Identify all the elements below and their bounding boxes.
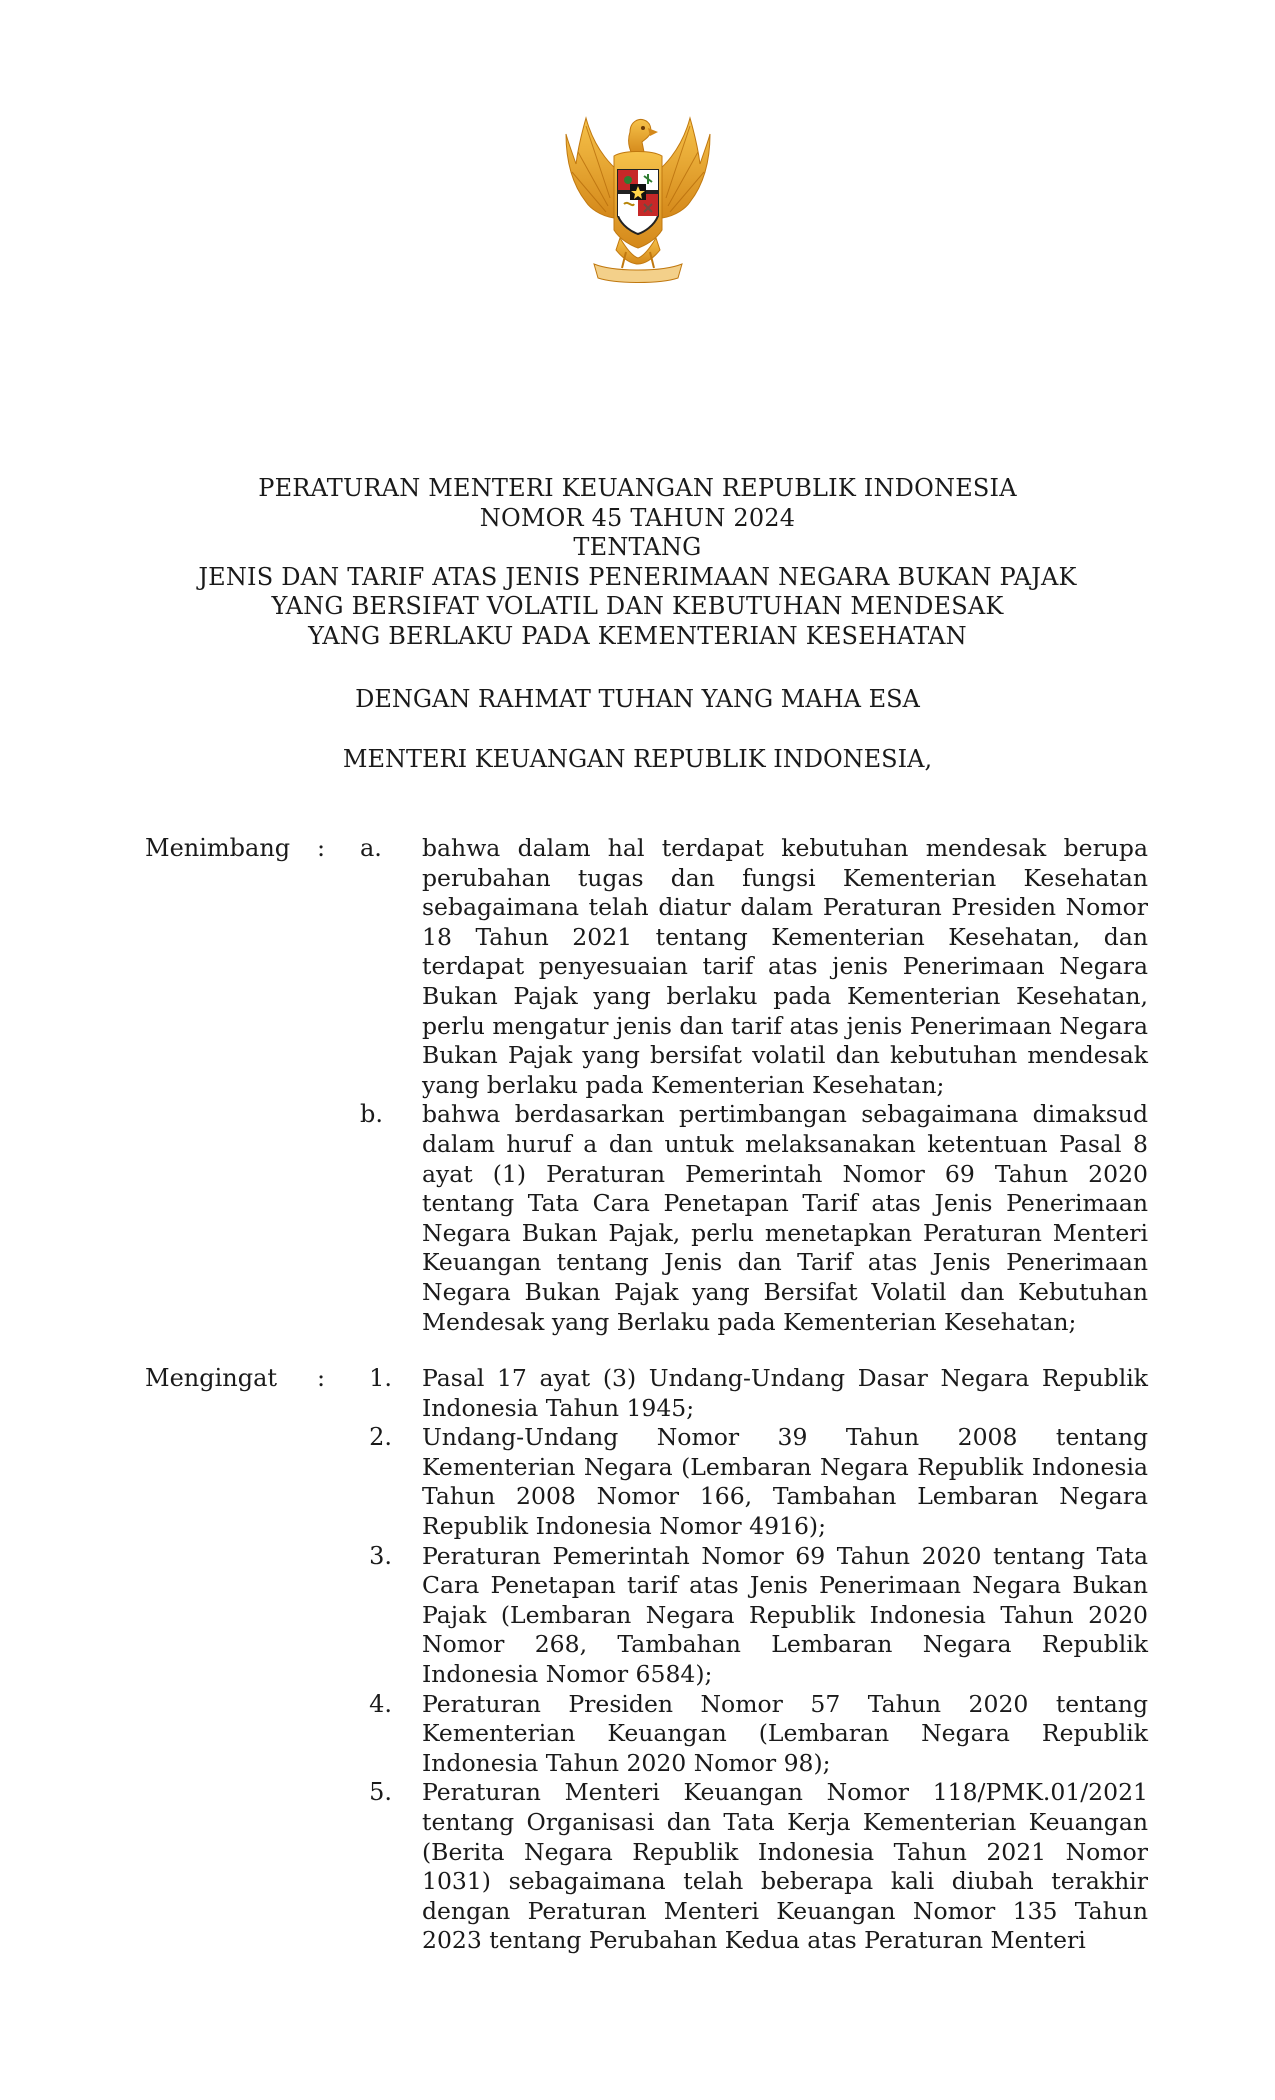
list-item	[0, 1423, 1275, 1541]
list-item	[0, 1778, 1275, 1956]
list-item	[0, 1542, 1275, 1690]
title-line: JENIS DAN TARIF ATAS JENIS PENERIMAAN NEGARA BUKAN PAJAK	[198, 562, 1077, 591]
list-item	[0, 1690, 1275, 1779]
mengingat-section	[0, 1364, 1275, 1956]
menimbang-section	[0, 834, 1275, 1337]
item-marker: 2.	[369, 1423, 392, 1452]
invocation: DENGAN RAHMAT TUHAN YANG MAHA ESA	[355, 685, 920, 713]
list-item	[0, 1364, 1275, 1423]
garuda-emblem	[564, 112, 712, 284]
item-text: Peraturan Pemerintah Nomor 69 Tahun 2020 tentang Tata Cara Penetapan tarif atas Jenis Penerimaan Negara Bukan Pajak (Lembaran Negara Republik Indonesia Tahun 2020 Nomor 268, Tambahan Lembaran Negara Republik Indonesia Nomor 6584);	[422, 1541, 1148, 1688]
title-line: TENTANG	[573, 533, 702, 562]
item-marker: 1.	[369, 1364, 392, 1392]
regulation-title	[0, 474, 1275, 652]
item-text: Pasal 17 ayat (3) Undang-Undang Dasar Negara Republik Indonesia Tahun 1945;	[422, 1364, 1148, 1422]
list-item	[0, 834, 1275, 1100]
item-marker: a.	[360, 834, 382, 862]
section-label: Menimbang	[145, 834, 291, 862]
item-text: bahwa dalam hal terdapat kebutuhan mendesak berupa perubahan tugas dan fungsi Kementerian Kesehatan sebagaimana telah diatur dalam Peraturan Presiden Nomor 18 Tahun 2021 tentang Kementerian Kesehatan, dan terdapat penyesuaian tarif atas jenis Penerimaan Negara Bukan Pajak yang berlaku pada Kementerian Kesehatan, perlu mengatur jenis dan tarif atas jenis Penerimaan Negara Bukan Pajak yang bersifat volatil dan kebutuhan mendesak yang berlaku pada Kementerian Kesehatan;	[422, 834, 1148, 1099]
section-label: Mengingat	[145, 1364, 278, 1392]
item-text: Peraturan Menteri Keuangan Nomor 118/PMK.01/2021 tentang Organisasi dan Tata Kerja Kementerian Keuangan (Berita Negara Republik Indonesia Tahun 2021 Nomor 1031) sebagaimana telah beberapa kali diubah terakhir dengan Peraturan Menteri Keuangan Nomor 135 Tahun 2023 tentang Perubahan Kedua atas Peraturan Menteri	[422, 1778, 1148, 1955]
issuer: MENTERI KEUANGAN REPUBLIK INDONESIA,	[342, 745, 933, 773]
garuda-emblem-icon	[564, 112, 712, 284]
section-colon: :	[317, 834, 326, 862]
title-line: YANG BERSIFAT VOLATIL DAN KEBUTUHAN MENDESAK	[271, 592, 1004, 621]
title-line: YANG BERLAKU PADA KEMENTERIAN KESEHATAN	[308, 621, 967, 650]
title-line: NOMOR 45 TAHUN 2024	[479, 503, 796, 532]
item-marker: 4.	[369, 1689, 392, 1718]
section-colon: :	[317, 1364, 326, 1392]
item-marker: 5.	[369, 1778, 392, 1807]
title-line: PERATURAN MENTERI KEUANGAN REPUBLIK INDONESIA	[258, 474, 1017, 502]
item-marker: 3.	[369, 1541, 392, 1570]
item-marker: b.	[360, 1100, 383, 1129]
item-text: bahwa berdasarkan pertimbangan sebagaimana dimaksud dalam huruf a dan untuk melaksanakan ketentuan Pasal 8 ayat (1) Peraturan Pemerintah Nomor 69 Tahun 2020 tentang Tata Cara Penetapan Tarif atas Jenis Penerimaan Negara Bukan Pajak, perlu menetapkan Peraturan Menteri Keuangan tentang Jenis dan Tarif atas Jenis Penerimaan Negara Bukan Pajak yang Bersifat Volatil dan Kebutuhan Mendesak yang Berlaku pada Kementerian Kesehatan;	[422, 1100, 1148, 1336]
item-text: Peraturan Presiden Nomor 57 Tahun 2020 tentang Kementerian Keuangan (Lembaran Negara Republik Indonesia Tahun 2020 Nomor 98);	[422, 1689, 1148, 1777]
list-item	[0, 1100, 1275, 1337]
item-text: Undang-Undang Nomor 39 Tahun 2008 tentang Kementerian Negara (Lembaran Negara Republik Indonesia Tahun 2008 Nomor 166, Tambahan Lembaran Negara Republik Indonesia Nomor 4916);	[422, 1423, 1148, 1540]
